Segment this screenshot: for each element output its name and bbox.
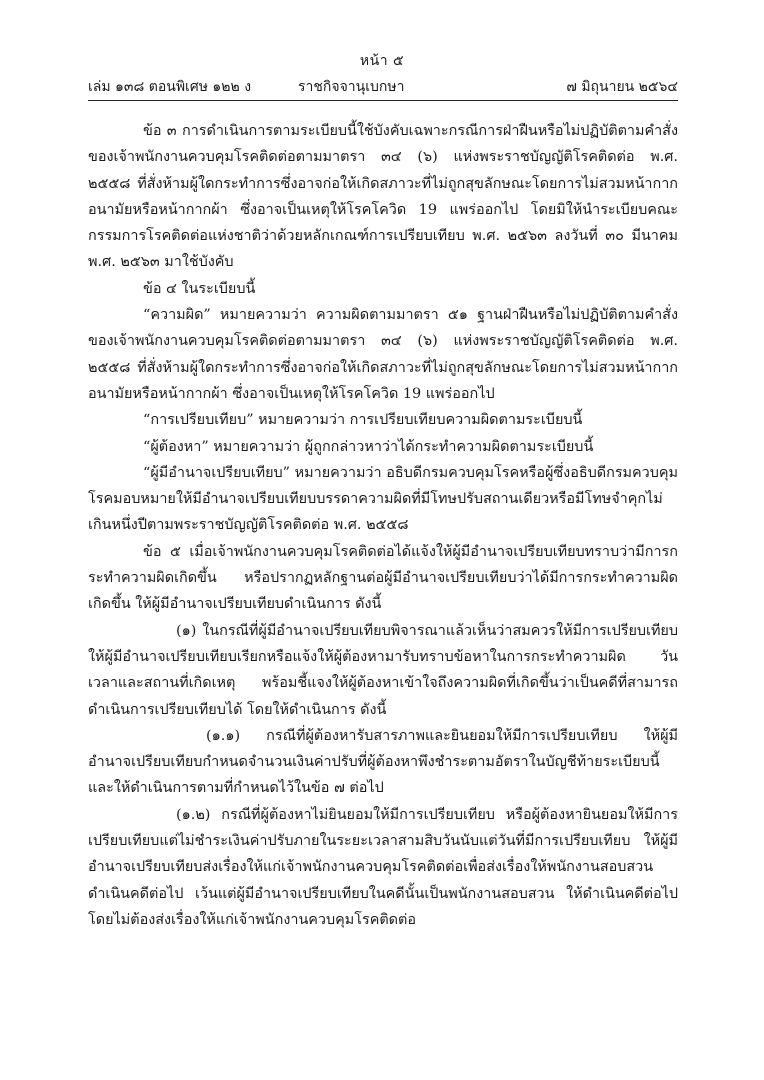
definition-offense: “ความผิด” หมายความว่า ความผิดตามมาตรา ๕๑ ฐานฝ่าฝืนหรือไม่ปฏิบัติตามคำสั่งของเจ้าพนักงานควบคุมโรคติดต่อตามมาตรา ๓๔ (๖) แห่งพระราชบัญญัติโรคติดต่อ พ.ศ. ๒๕๕๘ ที่สั่งห้ามผู้ใดกระทำการซึ่งอาจก่อให้เกิดสภาวะที่ไม่ถูกสุขลักษณะโดยการไม่สวมหน้ากากอนามัยหรือหน้ากากผ้า ซึ่งอาจเป็นเหตุให้โรคโควิด 19 แพร่ออกไป — [88, 307, 678, 402]
document-body — [88, 118, 678, 933]
header-rule — [88, 100, 678, 101]
publication-date: ๗ มิถุนายน ๒๕๖๔ — [566, 79, 678, 95]
clause-5: ข้อ ๕ เมื่อเจ้าพนักงานควบคุมโรคติดต่อได้แจ้งให้ผู้มีอำนาจเปรียบเทียบทราบว่ามีการกระทำความผิดเกิดขึ้น หรือปรากฏหลักฐานต่อผู้มีอำนาจเปรียบเทียบว่าได้มีการกระทำความผิดเกิดขึ้น ให้ผู้มีอำนาจเปรียบเทียบดำเนินการ ดังนี้ — [88, 543, 678, 613]
clause-5-item-1-1: (๑.๑) กรณีที่ผู้ต้องหารับสารภาพและยินยอมให้มีการเปรียบเทียบ ให้ผู้มีอำนาจเปรียบเทียบกำหนดจำนวนเงินค่าปรับที่ผู้ต้องหาพึงชำระตามอัตราในบัญชีท้ายระเบียบนี้ และให้ดำเนินการตามที่กำหนดไว้ในข้อ ๗ ต่อไป — [88, 727, 678, 797]
gazette-header — [88, 76, 678, 98]
definition-comparison: “การเปรียบเทียบ” หมายความว่า การเปรียบเทียบความผิดตามระเบียบนี้ — [143, 412, 583, 429]
clause-4-heading: ข้อ ๔ ในระเบียบนี้ — [143, 280, 256, 297]
clause-3: ข้อ ๓ การดำเนินการตามระเบียบนี้ใช้บังคับเฉพาะกรณีการฝ่าฝืนหรือไม่ปฏิบัติตามคำสั่งของเจ้าพนักงานควบคุมโรคติดต่อตามมาตรา ๓๔ (๖) แห่งพระราชบัญญัติโรคติดต่อ พ.ศ. ๒๕๕๘ ที่สั่งห้ามผู้ใดกระทำการซึ่งอาจก่อให้เกิดสภาวะที่ไม่ถูกสุขลักษณะโดยการไม่สวมหน้ากากอนามัยหรือหน้ากากผ้า ซึ่งอาจเป็นเหตุให้โรคโควิด 19 แพร่ออกไป โดยมิให้นำระเบียบคณะกรรมการโรคติดต่อแห่งชาติว่าด้วยหลักเกณฑ์การเปรียบเทียบ พ.ศ. ๒๕๖๓ ลงวันที่ ๓๐ มีนาคม พ.ศ. ๒๕๖๓ มาใช้บังคับ — [88, 123, 678, 271]
page-number: หน้า ๕ — [359, 53, 405, 69]
volume-issue: เล่ม ๑๓๘ ตอนพิเศษ ๑๒๒ ง — [88, 79, 252, 95]
definition-authority: “ผู้มีอำนาจเปรียบเทียบ” หมายความว่า อธิบดีกรมควบคุมโรคหรือผู้ซึ่งอธิบดีกรมควบคุมโรคมอบหมายให้มีอำนาจเปรียบเทียบบรรดาความผิดที่มีโทษปรับสถานเดียวหรือมีโทษจำคุกไม่เกินหนึ่งปีตามพระราชบัญญัติโรคติดต่อ พ.ศ. ๒๕๕๘ — [88, 464, 678, 534]
definition-accused: “ผู้ต้องหา” หมายความว่า ผู้ถูกกล่าวหาว่าได้กระทำความผิดตามระเบียบนี้ — [143, 438, 594, 455]
clause-5-item-1: (๑) ในกรณีที่ผู้มีอำนาจเปรียบเทียบพิจารณาแล้วเห็นว่าสมควรให้มีการเปรียบเทียบ ให้ผู้มีอำนาจเปรียบเทียบเรียกหรือแจ้งให้ผู้ต้องหามารับทราบข้อหาในการกระทำความผิด วัน เวลาและสถานที่เกิดเหตุ พร้อมชี้แจงให้ผู้ต้องหาเข้าใจถึงความผิดที่เกิดขึ้นว่าเป็นคดีที่สามารถดำเนินการเปรียบเทียบได้ โดยให้ดำเนินการ ดังนี้ — [88, 622, 678, 718]
clause-5-item-1-2: (๑.๒) กรณีที่ผู้ต้องหาไม่ยินยอมให้มีการเปรียบเทียบ หรือผู้ต้องหายินยอมให้มีการเปรียบเทียบแต่ไม่ชำระเงินค่าปรับภายในระยะเวลาสามสิบวันนับแต่วันที่มีการเปรียบเทียบ ให้ผู้มีอำนาจเปรียบเทียบส่งเรื่องให้แก่เจ้าพนักงานควบคุมโรคติดต่อเพื่อส่งเรื่องให้พนักงานสอบสวนดำเนินคดีต่อไป เว้นแต่ผู้มีอำนาจเปรียบเทียบในคดีนั้นเป็นพนักงานสอบสวน ให้ดำเนินคดีต่อไปโดยไม่ต้องส่งเรื่องให้แก่เจ้าพนักงานควบคุมโรคติดต่อ — [88, 806, 678, 928]
gazette-name: ราชกิจจานุเบกษา — [298, 79, 405, 95]
